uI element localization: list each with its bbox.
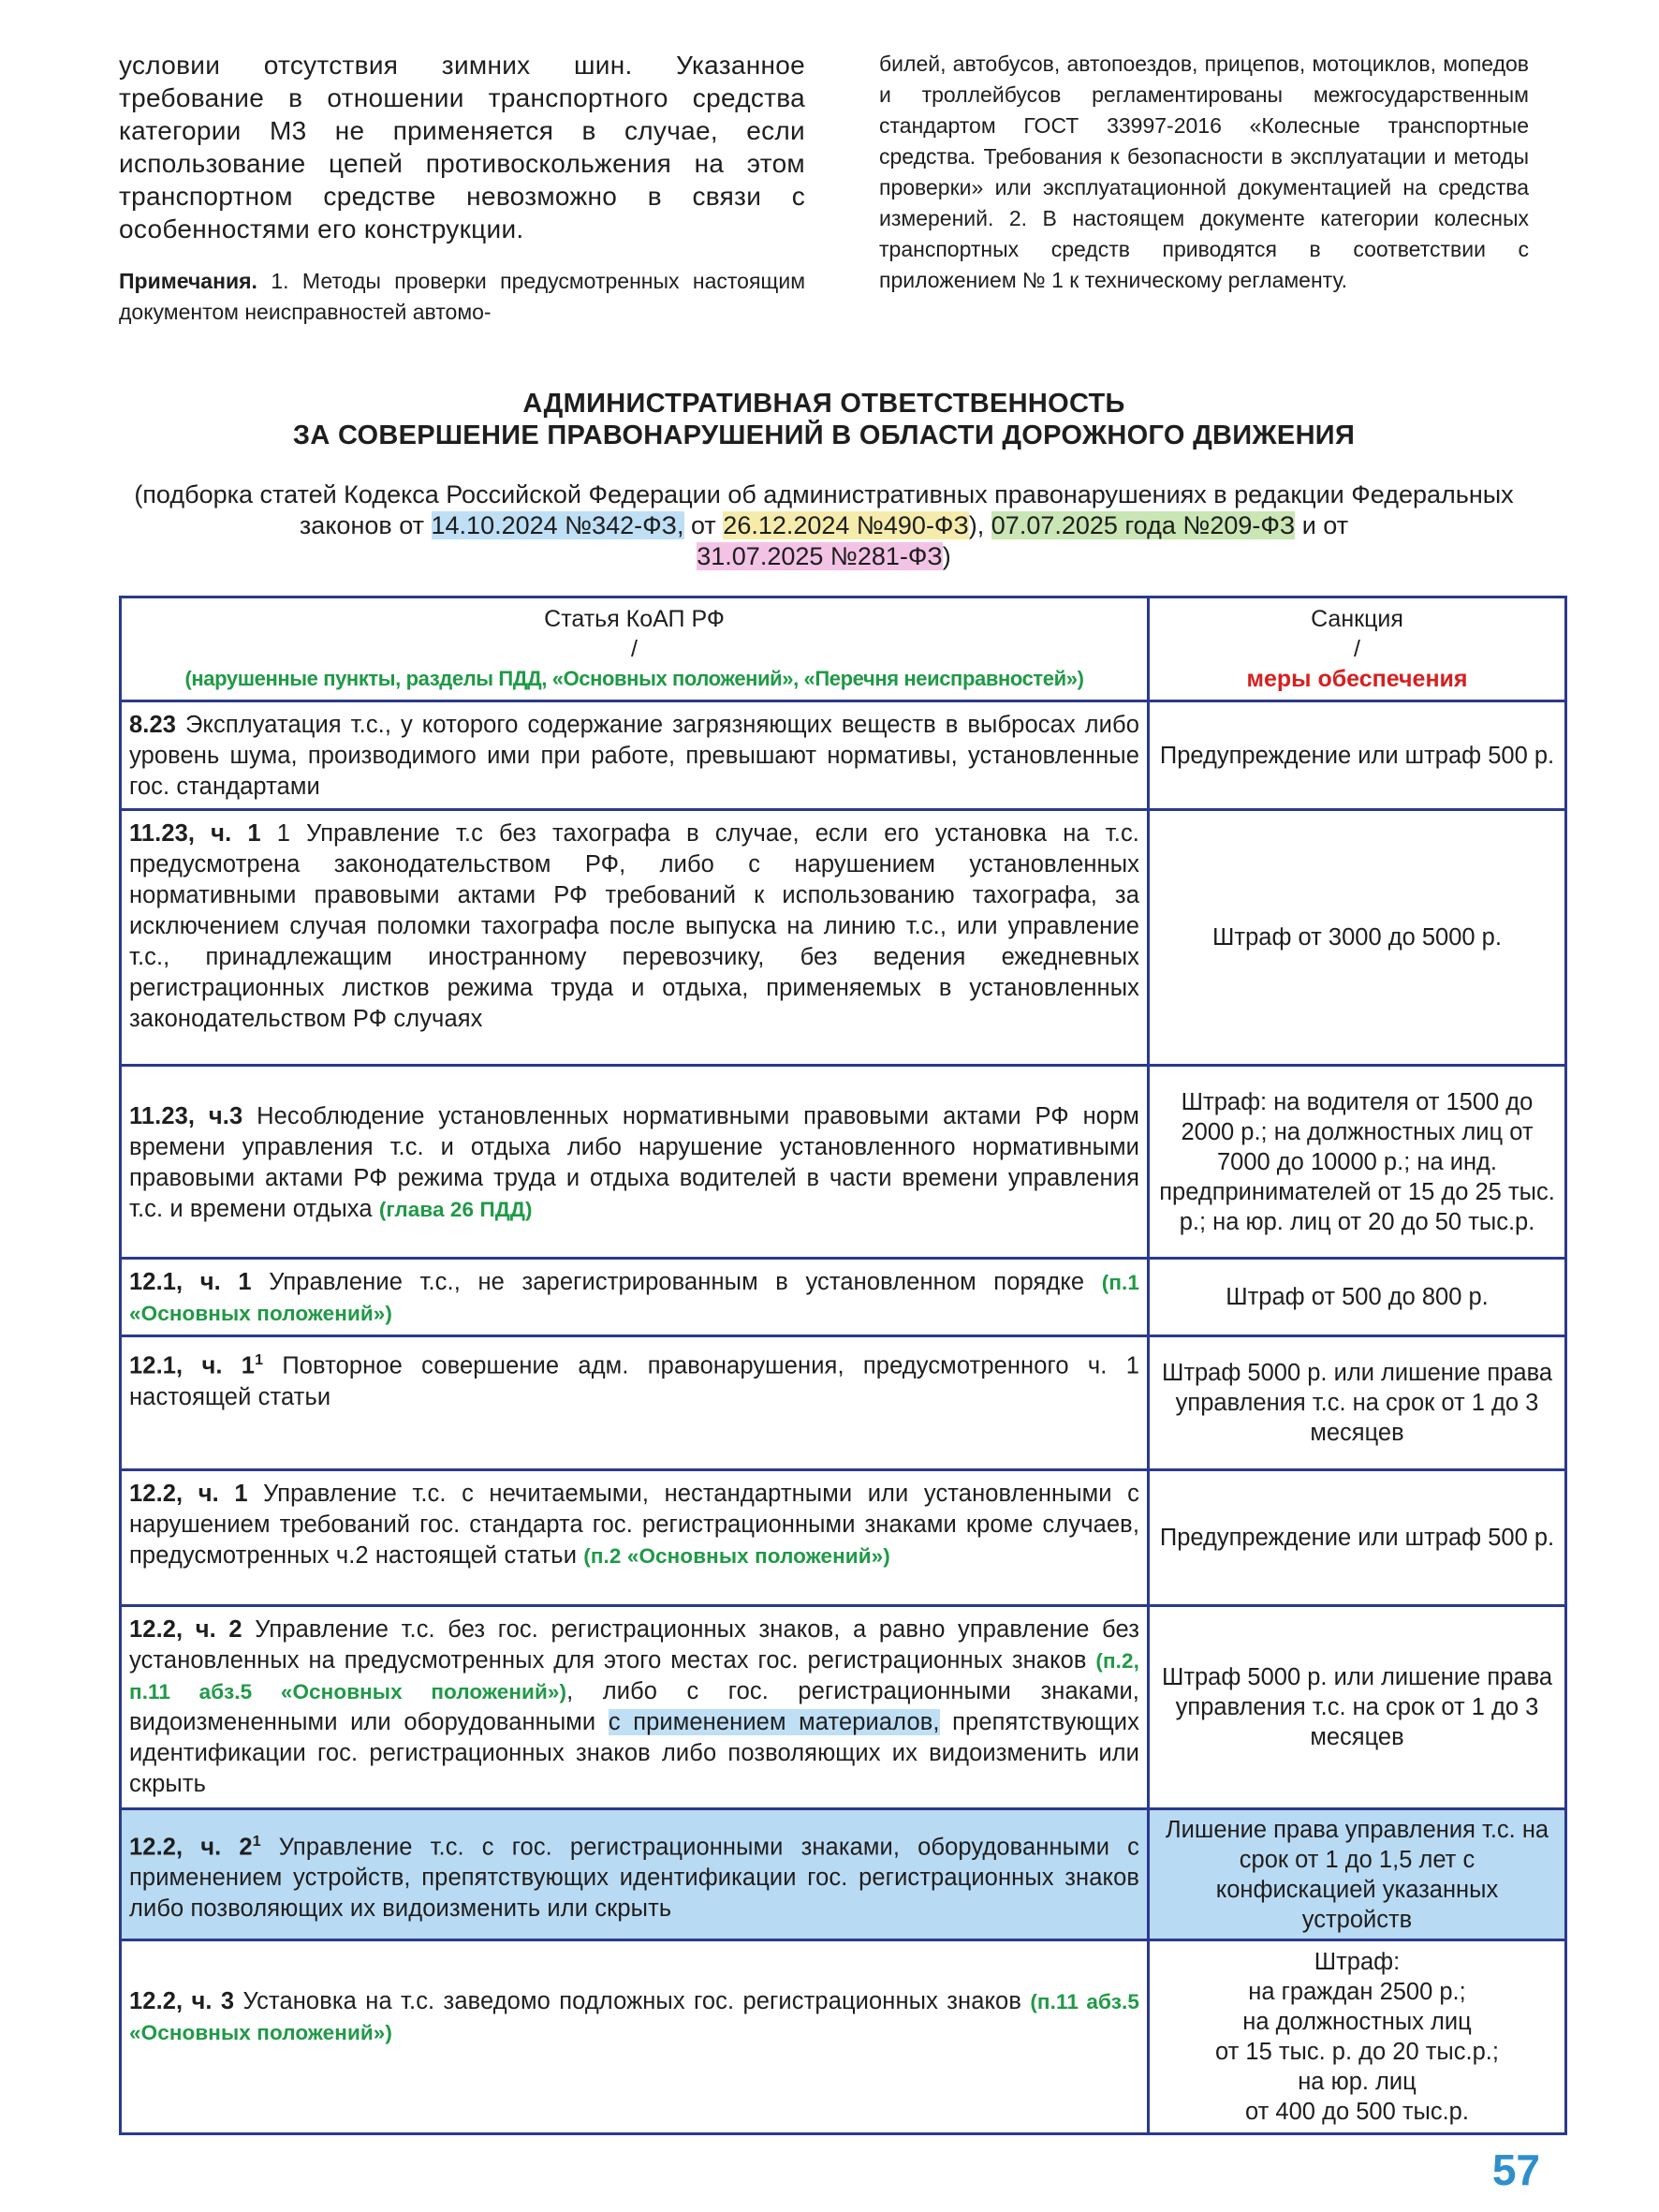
article-number: 12.2, ч. 3 <box>129 1988 235 2014</box>
pdd-reference: (п.11 абз.5 «Основных положений») <box>129 1990 1139 2044</box>
article-text: Управление т.с. с нечитаемыми, нестандартными или установленными с нарушением требований гос. стандарта гос. регистрационными знаками кроме случаев, предусмотренных ч.2 настоящей статьи <box>129 1481 1139 1569</box>
article-text: Повторное совершение адм. правонарушения, предусмотренного ч. 1 настоящей статьи <box>129 1352 1139 1410</box>
notes-text: 1. Методы проверки предусмотренных настоящим документом неисправностей автомо- <box>119 269 806 324</box>
table-row <box>121 810 1566 1066</box>
pdd-reference: (п.2, п.11 абз.5 «Основных положений») <box>129 1649 1139 1703</box>
sanction-cell: Штраф: на водителя от 1500 до 2000 р.; на должностных лиц от 7000 до 10000 р.; на инд. предпринимателей от 15 до 25 тыс. р.; на юр. лиц от 20 до 50 тыс.р. <box>1149 1066 1566 1259</box>
table-row <box>121 1606 1566 1809</box>
article-number: 12.2, ч. 2 <box>129 1834 253 1861</box>
sanction-cell: Штраф 5000 р. или лишение права управления т.с. на срок от 1 до 3 месяцев <box>1149 1606 1566 1809</box>
header-sanction-title: Санкция <box>1311 606 1403 632</box>
sanction-cell <box>1149 1940 1566 2134</box>
header-sanction-sub: меры обеспечения <box>1246 666 1468 692</box>
subtitle-sep: ), <box>968 511 991 539</box>
table-row <box>121 701 1566 810</box>
sanction-line: Штраф: <box>1314 1949 1401 1975</box>
article-cell <box>121 701 1149 810</box>
sanction-cell: Штраф от 3000 до 5000 р. <box>1149 810 1566 1066</box>
law-ref-281: 31.07.2025 №281-ФЗ <box>697 542 943 570</box>
right-column-text: билей, автобусов, автопоездов, прицепов, мотоциклов, мопедов и троллейбусов регламентированы межгосударственным стандартом ГОСТ 33997-2016 «Колесные транспортные средства. Требования к безопасности в эксплуатации и методы проверки» или эксплуатационной документацией на средства измерений. 2. В настоящем документе категории колесных транспортных средств приводятся в соответствии с приложением № 1 к техническому регламенту. <box>879 52 1529 292</box>
article-text-continued: , либо с гос. регистрационными знаками, видоизмененными или оборудованными <box>129 1678 1139 1735</box>
article-cell <box>121 1809 1149 1940</box>
header-article-title: Статья КоАП РФ <box>544 606 725 632</box>
article-superscript: 1 <box>255 1352 264 1368</box>
article-number: 8.23 <box>129 712 177 738</box>
sanction-line: от 15 тыс. р. до 20 тыс.р.; <box>1215 2039 1499 2065</box>
header-slash: / <box>1354 636 1360 662</box>
header-cell-sanction <box>1149 597 1566 701</box>
subtitle-end: ) <box>942 542 951 570</box>
right-column <box>879 49 1529 296</box>
law-ref-342: 14.10.2024 №342-ФЗ, <box>431 511 684 539</box>
article-number: 11.23, ч. 1 <box>129 820 261 847</box>
article-cell <box>121 1066 1149 1259</box>
header-article-sub: (нарушенные пункты, разделы ПДД, «Основных положений», «Перечня неисправностей») <box>184 667 1084 690</box>
law-ref-209: 07.07.2025 года №209-ФЗ <box>991 511 1296 539</box>
law-ref-490: 26.12.2024 №490-ФЗ <box>723 511 969 539</box>
table-row-highlighted <box>121 1809 1566 1940</box>
heading-line-2: ЗА СОВЕРШЕНИЕ ПРАВОНАРУШЕНИЙ В ОБЛАСТИ ДОРОЖНОГО ДВИЖЕНИЯ <box>292 420 1356 450</box>
article-text: 1 Управление т.с без тахографа в случае, если его установка на т.с. предусмотрена законодательством РФ, либо с нарушением установленных нормативными правовыми актами РФ требований к использованию тахографа, за исключением случая поломки тахографа после выпуска на линию т.с., или управление т.с., принадлежащим иностранному перевозчику, без ведения ежедневных регистрационных листков режима труда и отдыха, применяемых в установленных законодательством РФ случаях <box>129 820 1139 1032</box>
notes-label: Примечания. <box>119 269 257 293</box>
article-text: Несоблюдение установленных нормативными правовыми актами РФ норм времени управления т.с. и отдыха либо нарушение установленного нормативными правовыми актами РФ режима труда и отдыха водителей в части времени управления т.с. и времени отдыха <box>129 1102 1139 1222</box>
page-number: 57 <box>1491 2146 1540 2194</box>
sanction-line: от 400 до 500 тыс.р. <box>1245 2099 1469 2125</box>
table-row <box>121 1940 1566 2134</box>
notes-paragraph <box>119 266 805 328</box>
article-text-end: препятствующих идентификации гос. регистрационных знаков либо позволяющих их видоизменить или скрыть <box>129 1709 1139 1797</box>
pdd-reference: (глава 26 ПДД) <box>378 1197 533 1221</box>
article-number: 12.1, ч. 1 <box>129 1269 252 1295</box>
table-row <box>121 1470 1566 1606</box>
sanction-cell: Предупреждение или штраф 500 р. <box>1149 701 1566 810</box>
heading-line-1: АДМИНИСТРАТИВНАЯ ОТВЕТСТВЕННОСТЬ <box>522 389 1125 419</box>
subtitle-sep: и от <box>1295 511 1349 539</box>
article-text: Эксплуатация т.с., у которого содержание загрязняющих веществ в выбросах либо уровень шума, производимого ими при работе, превышают нормативы, установленные гос. стандартами <box>129 712 1139 800</box>
sanction-cell: Лишение права управления т.с. на срок от 1 до 1,5 лет с конфискацией указанных устройств <box>1149 1809 1566 1940</box>
article-number: 12.2, ч. 2 <box>129 1616 242 1643</box>
table-header-row <box>121 597 1566 701</box>
article-cell <box>121 1606 1149 1809</box>
section-subtitle <box>119 479 1529 572</box>
sanction-line: на юр. лиц <box>1298 2069 1417 2095</box>
article-cell <box>121 1259 1149 1336</box>
article-number: 12.1, ч. 1 <box>129 1352 256 1379</box>
left-column <box>119 49 805 328</box>
table-row <box>121 1066 1566 1259</box>
article-number: 11.23, ч.3 <box>129 1102 243 1129</box>
article-superscript: 1 <box>252 1833 261 1850</box>
sanction-line: на должностных лиц <box>1242 2009 1472 2035</box>
section-heading <box>119 388 1529 451</box>
sanction-cell: Штраф 5000 р. или лишение права управления т.с. на срок от 1 до 3 месяцев <box>1149 1336 1566 1470</box>
header-slash: / <box>631 636 638 662</box>
article-cell <box>121 1940 1149 2134</box>
article-text: Управление т.с. с гос. регистрационными знаками, оборудованными с применением устройств, препятствующих идентификации гос. регистрационных знаков либо позволяющих их видоизменить или скрыть <box>129 1834 1139 1923</box>
article-cell <box>121 1336 1149 1470</box>
subtitle-sep: от <box>683 511 724 539</box>
subtitle-text: (подборка статей Кодекса Российской Федерации об административных правонарушениях в редакции Федеральных законов от <box>134 480 1514 539</box>
highlighted-text: с применением материалов, <box>608 1709 940 1735</box>
article-cell <box>121 1470 1149 1606</box>
sanction-line: на граждан 2500 р.; <box>1248 1979 1466 2005</box>
sanction-cell: Предупреждение или штраф 500 р. <box>1149 1470 1566 1606</box>
left-main-text: условии отсутствия зимних шин. Указанное требование в отношении транспортного средства категории М3 не применяется в случае, если использование цепей противоскольжения на этом транспортном средстве невозможно в связи с особенностями его конструкции. <box>119 51 805 243</box>
penalties-table <box>119 596 1567 2135</box>
article-text: Управление т.с. без гос. регистрационных знаков, а равно управление без установленных на предусмотренных для этого местах гос. регистрационных знаков <box>129 1616 1139 1674</box>
pdd-reference: (п.1 «Основных положений») <box>129 1271 1139 1325</box>
table-row <box>121 1336 1566 1470</box>
header-cell-article <box>121 597 1149 701</box>
article-text: Управление т.с., не зарегистрированным в установленном порядке <box>251 1269 1102 1295</box>
pdd-reference: (п.2 «Основных положений») <box>583 1544 890 1568</box>
article-cell <box>121 810 1149 1066</box>
article-text: Установка на т.с. заведомо подложных гос. регистрационных знаков <box>234 1988 1031 2014</box>
article-number: 12.2, ч. 1 <box>129 1481 248 1507</box>
table-row <box>121 1259 1566 1336</box>
sanction-cell: Штраф от 500 до 800 р. <box>1149 1259 1566 1336</box>
